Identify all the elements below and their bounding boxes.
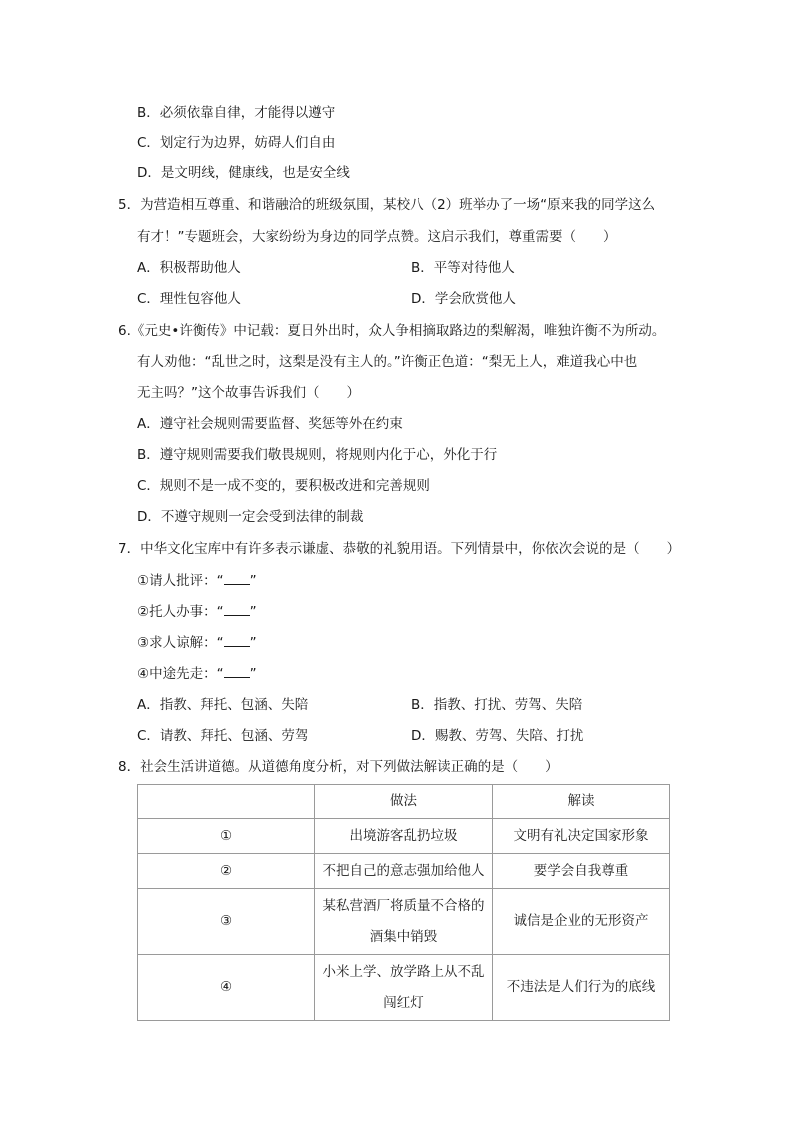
table-header-row [138, 785, 670, 819]
practice-cell [315, 889, 493, 955]
q7-option-d: D．赐教、劳驾、失陪、打扰 [411, 728, 584, 744]
practice-cell: 出境游客乱扔垃圾 [315, 819, 493, 854]
q7-item-1 [137, 571, 257, 590]
q6-option-d: D．不遵守规则一定会受到法律的制裁 [137, 509, 364, 525]
q4-option-d: D．是文明线，健康线，也是安全线 [137, 165, 350, 181]
table-row [138, 889, 670, 955]
q7-item-label: ①请人批评：“ [137, 573, 224, 589]
table-header-cell [138, 785, 315, 819]
practice-line: 某私营酒厂将质量不合格的 [322, 897, 485, 914]
interpretation-cell: 不违法是人们行为的底线 [493, 955, 670, 1021]
q7-item-label: ②托人办事：“ [137, 604, 224, 620]
interpretation-cell: 文明有礼决定国家形象 [493, 819, 670, 854]
q7-item-label: ③求人谅解：“ [137, 635, 224, 651]
practice-line: 酒集中销毁 [369, 928, 438, 945]
table-row [138, 854, 670, 889]
interpretation-cell: 诚信是企业的无形资产 [493, 889, 670, 955]
q6-option-a: A．遵守社会规则需要监督、奖惩等外在约束 [137, 416, 403, 432]
q8-table [137, 784, 670, 1021]
q7-item-3 [137, 633, 257, 652]
q7-option-c: C．请教、拜托、包涵、劳驾 [137, 728, 309, 744]
q5-option-c: C．理性包容他人 [137, 291, 241, 307]
answer-blank [224, 633, 250, 647]
answer-blank [224, 571, 250, 585]
table-header-cell: 做法 [315, 785, 493, 819]
practice-line: 小米上学、放学路上从不乱 [322, 963, 485, 980]
answer-blank [224, 602, 250, 616]
row-number: ④ [138, 955, 315, 1021]
q5-option-a: A．积极帮助他人 [137, 260, 241, 276]
q7-option-b: B．指教、打扰、劳驾、失陪 [411, 697, 583, 713]
q7-option-a: A．指教、拜托、包涵、失陪 [137, 697, 309, 713]
row-number: ③ [138, 889, 315, 955]
q6-option-b: B．遵守规则需要我们敬畏规则，将规则内化于心，外化于行 [137, 447, 498, 463]
q7-stem: 7．中华文化宝库中有许多表示谦虚、恭敬的礼貌用语。下列情景中，你依次会说的是（ ） [118, 541, 681, 557]
practice-line: 闯红灯 [383, 994, 424, 1011]
table-row [138, 819, 670, 854]
q7-item-close: ” [249, 604, 257, 620]
row-number: ② [138, 854, 315, 889]
q8-stem: 8．社会生活讲道德。从道德角度分析，对下列做法解读正确的是（ ） [118, 759, 559, 775]
q5-stem-line2: 有才！”专题班会，大家纷纷为身边的同学点赞。这启示我们，尊重需要（ ） [137, 229, 617, 245]
q7-item-4 [137, 664, 257, 683]
practice-cell [315, 955, 493, 1021]
row-number: ① [138, 819, 315, 854]
answer-blank [224, 664, 250, 678]
q7-item-label: ④中途先走：“ [137, 666, 224, 682]
table-row [138, 955, 670, 1021]
q6-stem-line3: 无主吗？”这个故事告诉我们（ ） [137, 385, 360, 401]
table-header-cell: 解读 [493, 785, 670, 819]
q7-item-close: ” [249, 666, 257, 682]
q7-item-close: ” [249, 635, 257, 651]
q5-option-b: B．平等对待他人 [411, 260, 515, 276]
q6-stem-line2: 有人劝他：“乱世之时，这梨是没有主人的。”许衡正色道：“梨无上人，难道我心中也 [137, 354, 638, 370]
q7-item-2 [137, 602, 257, 621]
q6-stem-line1: 6.《元史•许衡传》中记载：夏日外出时，众人争相摘取路边的梨解渴，唯独许衡不为所动。 [118, 323, 666, 339]
q5-option-d: D．学会欣赏他人 [411, 291, 516, 307]
q7-item-close: ” [249, 573, 257, 589]
q4-option-c: C．划定行为边界，妨碍人们自由 [137, 135, 336, 151]
q5-stem-line1: 5．为营造相互尊重、和谐融洽的班级氛围，某校八（2）班举办了一场“原来我的同学这么 [118, 197, 656, 213]
practice-cell: 不把自己的意志强加给他人 [315, 854, 493, 889]
q6-option-c: C．规则不是一成不变的，要积极改进和完善规则 [137, 478, 430, 494]
interpretation-cell: 要学会自我尊重 [493, 854, 670, 889]
q4-option-b: B．必须依靠自律，才能得以遵守 [137, 105, 336, 121]
